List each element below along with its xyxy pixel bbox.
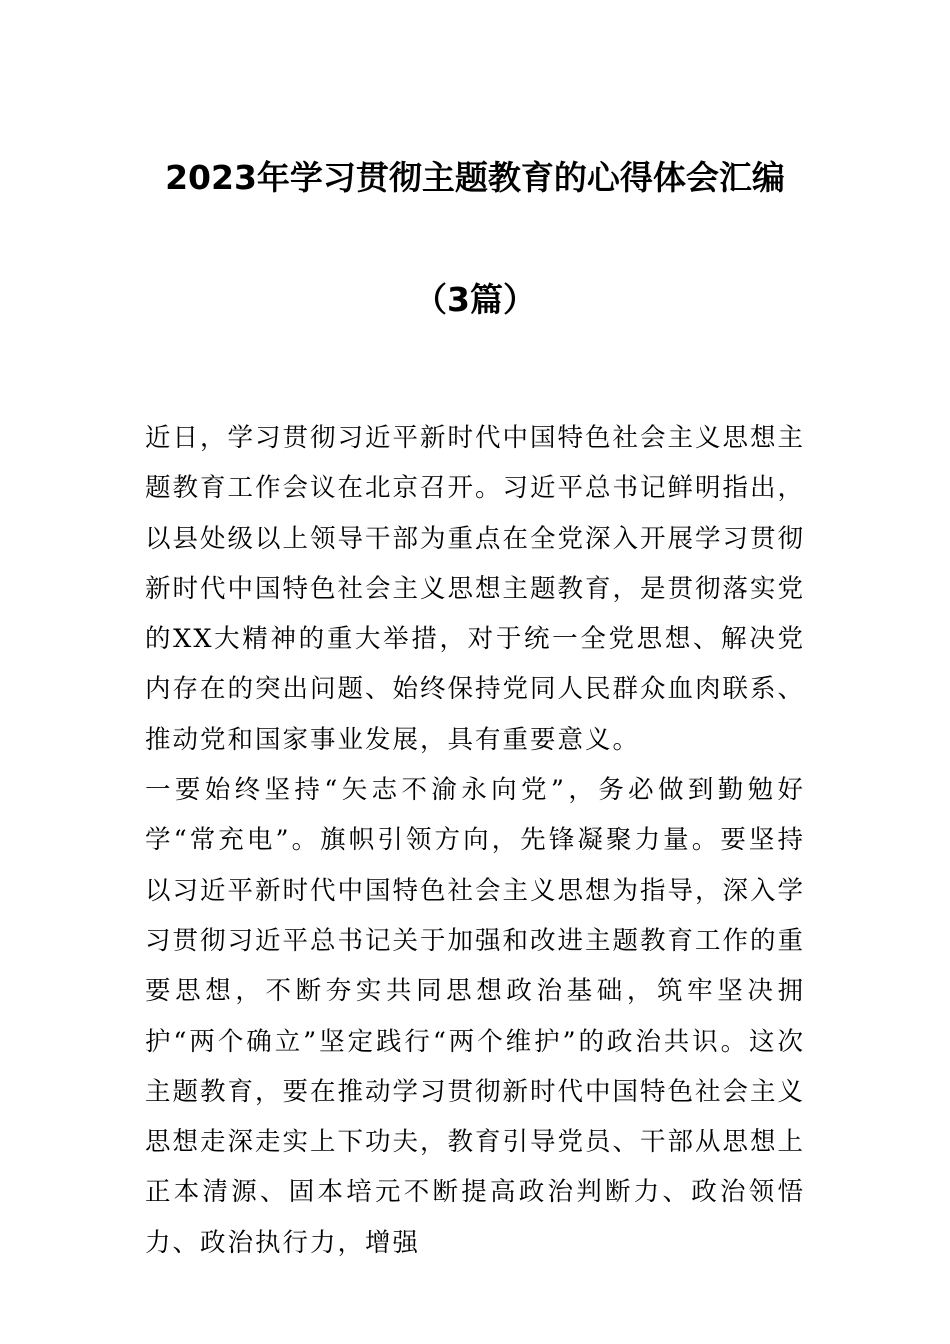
document-body	[145, 413, 805, 1268]
document-subtitle: （3篇）	[414, 280, 536, 319]
paragraph-intro: 近日，学习贯彻习近平新时代中国特色社会主义思想主题教育工作会议在北京召开。习近平总书记鲜明指出，以县处级以上领导干部为重点在全党深入开展学习贯彻新时代中国特色社会主义思想主题教育，是贯彻落实党的XX大精神的重大举措，对于统一全党思想、解决党内存在的突出问题、始终保持党同人民群众血肉联系、推动党和国家事业发展，具有重要意义。	[145, 423, 806, 755]
document-title: 2023年学习贯彻主题教育的心得体会汇编	[165, 158, 785, 197]
paragraph-point-one: 一要始终坚持“矢志不渝永向党”，务必做到勤勉好学“常充电”。旗帜引领方向，先锋凝聚力量。要坚持以习近平新时代中国特色社会主义思想为指导，深入学习贯彻习近平总书记关于加强和改进主题教育工作的重要思想，不断夯实共同思想政治基础，筑牢坚决拥护“两个确立”坚定践行“两个维护”的政治共识。这次主题教育，要在推动学习贯彻新时代中国特色社会主义思想走深走实上下功夫，教育引导党员、干部从思想上正本清源、固本培元不断提高政治判断力、政治领悟力、政治执行力，增强	[145, 775, 806, 1258]
